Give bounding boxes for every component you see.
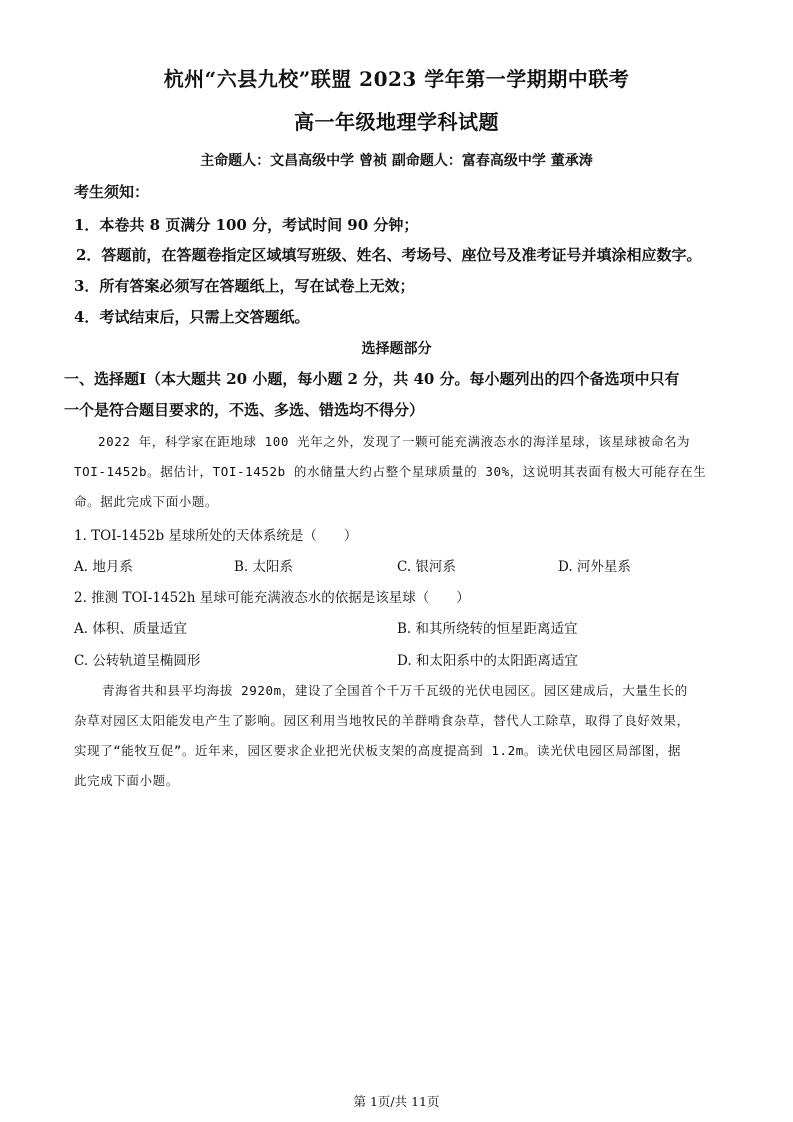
passage2-line: 此完成下面小题。 (74, 773, 179, 788)
question-2-option-b: B. 和其所绕转的恒星距离适宜 (397, 621, 578, 637)
part-instructions-line1: 一、选择题Ⅰ（本大题共 20 小题，每小题 2 分，共 40 分。每小题列出的四个备选项中只有 (64, 370, 680, 388)
passage2-line: 实现了“能牧互促”。近年来，园区要求企业把光伏板支架的高度提高到 1.2m。读光伏电园区局部图，据 (74, 743, 682, 758)
question-2-option-a: A. 体积、质量适宜 (74, 621, 187, 637)
notice-item-2: 2．答题前，在答题卷指定区域填写班级、姓名、考场号、座位号及准考证号并填涂相应数字。 (76, 246, 702, 264)
passage1-line: 2022 年，科学家在距地球 100 光年之外，发现了一颗可能充满液态水的海洋星球，该星球被命名为 (98, 434, 691, 449)
passage1-line: 命。据此完成下面小题。 (74, 494, 219, 509)
question-1-stem: 1. TOI-1452b 星球所处的天体系统是（ ） (74, 528, 358, 544)
passage1-line: TOI-1452b。据估计，TOI-1452b 的水储量大约占整个星球质量的 30%，这说明其表面有极大可能存在生 (74, 464, 707, 479)
question-2-option-d: D. 和太阳系中的太阳距离适宜 (397, 653, 578, 669)
passage2-line: 杂草对园区太阳能发电产生了影响。园区利用当地牧民的羊群啃食杂草，替代人工除草，取得了良好效果， (74, 713, 690, 728)
notice-item-3: 3．所有答案必须写在答题纸上，写在试卷上无效； (74, 277, 415, 295)
exam-subtitle: 高一年级地理学科试题 (294, 110, 499, 134)
part-instructions-line2: 一个是符合题目要求的，不选、多选、错选均不得分） (64, 401, 425, 419)
question-1-option-d: D. 河外星系 (558, 559, 631, 575)
page-number: 第 1页/共 11页 (353, 1094, 440, 1109)
question-1-option-b: B. 太阳系 (234, 559, 294, 575)
notice-item-1: 1．本卷共 8 页满分 100 分，考试时间 90 分钟； (74, 216, 419, 234)
question-2-stem: 2. 推测 TOI-1452h 星球可能充满液态水的依据是该星球（ ） (74, 590, 470, 606)
question-2-option-c: C. 公转轨道呈椭圆形 (74, 653, 201, 669)
section-heading: 选择题部分 (361, 341, 432, 357)
exam-authors: 主命题人：文昌高级中学 曾祯 副命题人：富春高级中学 董承涛 (200, 153, 593, 169)
passage2-line: 青海省共和县平均海拔 2920m，建设了全国首个千万千瓦级的光伏电园区。园区建成后，大量生长的 (102, 683, 688, 698)
notice-item-4: 4．考试结束后，只需上交答题纸。 (74, 308, 310, 326)
question-1-option-c: C. 银河系 (397, 559, 456, 575)
notice-heading: 考生须知： (74, 183, 150, 201)
question-1-option-a: A. 地月系 (74, 559, 133, 575)
exam-title: 杭州“六县九校”联盟 2023 学年第一学期期中联考 (163, 67, 630, 91)
